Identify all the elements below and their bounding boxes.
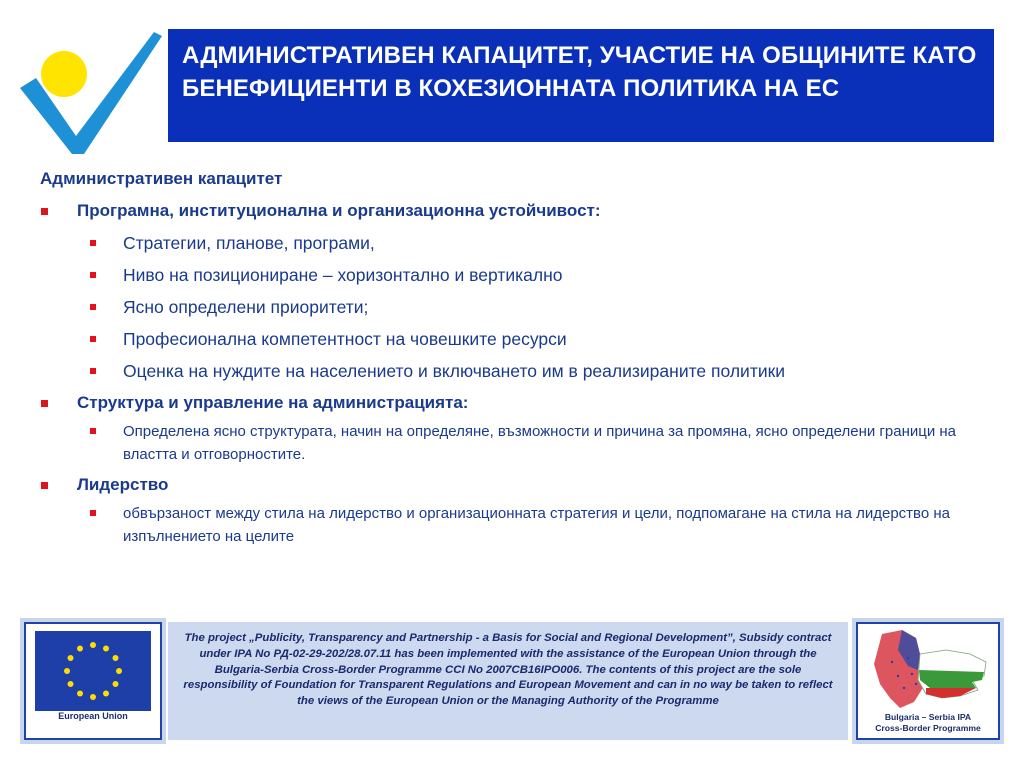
list-item-level2 <box>40 502 1000 548</box>
logo-sun-icon <box>41 51 87 97</box>
square-bullet-icon <box>90 428 96 434</box>
eu-label: European Union <box>58 711 128 721</box>
eu-logo <box>24 622 162 740</box>
list-item-label: Програмна, институционална и организационна устойчивост: <box>77 201 601 220</box>
square-bullet-icon <box>90 368 96 374</box>
list-item-text: Определена ясно структурата, начин на определяне, възможности и причина за промяна, ясно определени граници на властта и отговорностите. <box>123 423 957 463</box>
square-bullet-icon <box>90 336 96 342</box>
list-item-text: Оценка на нуждите на населението и включването им в реализираните политики <box>123 361 786 381</box>
list-item-level1 <box>40 390 1000 416</box>
ipa-label-line2: Cross-Border Programme <box>875 723 981 733</box>
list-item-text: Професионална компетентност на човешките ресурси <box>123 329 567 349</box>
square-bullet-icon <box>41 400 48 407</box>
list-item-level2 <box>40 358 1000 384</box>
checkmark-sun-logo <box>14 26 164 156</box>
list-item-text: Ясно определени приоритети; <box>123 297 369 317</box>
square-bullet-icon <box>90 304 96 310</box>
title-bar <box>168 29 994 142</box>
eu-flag-icon <box>35 631 151 711</box>
list-item-label: Структура и управление на администрацията: <box>77 393 469 412</box>
list-item-level2 <box>40 262 1000 288</box>
list-item-level2 <box>40 420 1000 466</box>
square-bullet-icon <box>90 240 96 246</box>
list-item-level1 <box>40 472 1000 498</box>
list-item-text: обвързаност между стила на лидерство и организационната стратегия и цели, подпомагане на стила на лидерство на изпълнението на целите <box>123 505 950 545</box>
ipa-logo <box>856 622 1000 740</box>
list-item-level2 <box>40 230 1000 256</box>
list-item-label: Лидерство <box>77 475 169 494</box>
page-title: АДМИНИСТРАТИВЕН КАПАЦИТЕТ, УЧАСТИЕ НА ОБЩИНИТЕ КАТО БЕНЕФИЦИЕНТИ В КОХЕЗИОННАТА ПОЛИТИКА НА ЕС <box>182 42 977 102</box>
list-item-level1 <box>40 198 1000 224</box>
section-heading: Административен капацитет <box>40 169 283 188</box>
list-item-level2 <box>40 294 1000 320</box>
ipa-label-line1: Bulgaria – Serbia IPA <box>884 712 972 722</box>
list-item-level2 <box>40 326 1000 352</box>
disclaimer-text: The project „Publicity, Transparency and Partnership - a Basis for Social and Regional Development”, Subsidy contract under IPA No РД-02-29-202/28.07.11 has been implemented with the assistance of the European Union through the Bulgaria-Serbia Cross-Border Programme CCI No 2007CB16IPO006. The contents of this project are the sole responsibility of Foundation for Transparent Regulations and European Movement and can in no way be taken to reflect the views of the European Union or the Managing Authority of the Programme <box>168 622 848 740</box>
content-body <box>40 166 1000 548</box>
square-bullet-icon <box>90 272 96 278</box>
footer <box>20 618 1004 744</box>
list-item-text: Стратегии, планове, програми, <box>123 233 375 253</box>
bulgaria-serbia-map-icon <box>868 628 990 712</box>
square-bullet-icon <box>41 208 48 215</box>
square-bullet-icon <box>41 482 48 489</box>
list-item-text: Ниво на позициониране – хоризонтално и вертикално <box>123 265 563 285</box>
logo-check-icon <box>20 32 162 154</box>
ipa-label <box>858 712 998 734</box>
square-bullet-icon <box>90 510 96 516</box>
